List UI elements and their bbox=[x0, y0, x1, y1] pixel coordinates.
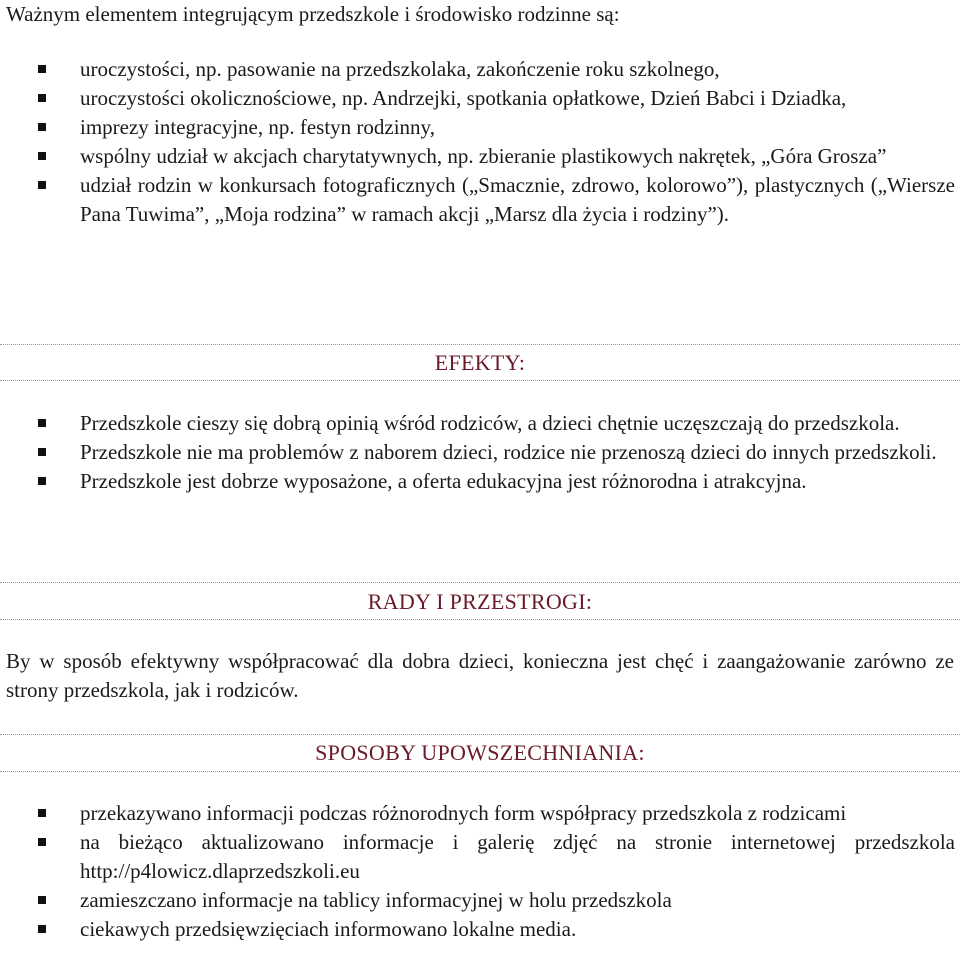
square-bullet-icon bbox=[38, 477, 46, 485]
list-item: udział rodzin w konkursach fotograficznych („Smacznie, zdrowo, kolorowo”), plastycznych („Wiersze Pana Tuwima”, „Moja rodzina” w ramach akcji „Marsz dla życia i rodziny”). bbox=[0, 171, 955, 229]
square-bullet-icon bbox=[38, 419, 46, 427]
square-bullet-icon bbox=[38, 94, 46, 102]
dissemination-heading: SPOSOBY UPOWSZECHNIANIA: bbox=[315, 740, 645, 765]
square-bullet-icon bbox=[38, 448, 46, 456]
section-divider bbox=[0, 344, 960, 345]
integration-list bbox=[0, 55, 955, 229]
square-bullet-icon bbox=[38, 896, 46, 904]
advice-text: By w sposób efektywny współpracować dla dobra dzieci, konieczna jest chęć i zaangażowanie zarówno ze strony przedszkola, jak i rodziców. bbox=[6, 649, 954, 702]
square-bullet-icon bbox=[38, 925, 46, 933]
effects-list bbox=[0, 409, 955, 496]
effects-heading: EFEKTY: bbox=[434, 350, 526, 375]
dissemination-list bbox=[0, 799, 955, 944]
list-item: uroczystości okolicznościowe, np. Andrzejki, spotkania opłatkowe, Dzień Babci i Dziadka, bbox=[0, 84, 955, 113]
section-divider bbox=[0, 734, 960, 735]
advice-heading: RADY I PRZESTROGI: bbox=[367, 589, 593, 614]
list-item: Przedszkole nie ma problemów z naborem dzieci, rodzice nie przenoszą dzieci do innych przedszkoli. bbox=[0, 438, 955, 467]
list-item: przekazywano informacji podczas różnorodnych form współpracy przedszkola z rodzicami bbox=[0, 799, 955, 828]
list-item: zamieszczano informacje na tablicy informacyjnej w holu przedszkola bbox=[0, 886, 955, 915]
section-divider bbox=[0, 619, 960, 620]
square-bullet-icon bbox=[38, 65, 46, 73]
list-item: uroczystości, np. pasowanie na przedszkolaka, zakończenie roku szkolnego, bbox=[0, 55, 955, 84]
list-item: Przedszkole cieszy się dobrą opinią wśród rodziców, a dzieci chętnie uczęszczają do przedszkola. bbox=[0, 409, 955, 438]
list-item: wspólny udział w akcjach charytatywnych, np. zbieranie plastikowych nakrętek, „Góra Grosza” bbox=[0, 142, 955, 171]
section-divider bbox=[0, 380, 960, 381]
square-bullet-icon bbox=[38, 809, 46, 817]
section-divider bbox=[0, 771, 960, 772]
square-bullet-icon bbox=[38, 123, 46, 131]
square-bullet-icon bbox=[38, 838, 46, 846]
list-item: ciekawych przedsięwzięciach informowano lokalne media. bbox=[0, 915, 955, 944]
list-item: imprezy integracyjne, np. festyn rodzinny, bbox=[0, 113, 955, 142]
section-divider bbox=[0, 582, 960, 583]
list-item: na bieżąco aktualizowano informacje i galerię zdjęć na stronie internetowej przedszkola http://p4lowicz.dlaprzedszkoli.eu bbox=[0, 828, 955, 886]
square-bullet-icon bbox=[38, 152, 46, 160]
list-item: Przedszkole jest dobrze wyposażone, a oferta edukacyjna jest różnorodna i atrakcyjna. bbox=[0, 467, 955, 496]
intro-text: Ważnym elementem integrującym przedszkole i środowisko rodzinne są: bbox=[6, 2, 620, 26]
square-bullet-icon bbox=[38, 181, 46, 189]
